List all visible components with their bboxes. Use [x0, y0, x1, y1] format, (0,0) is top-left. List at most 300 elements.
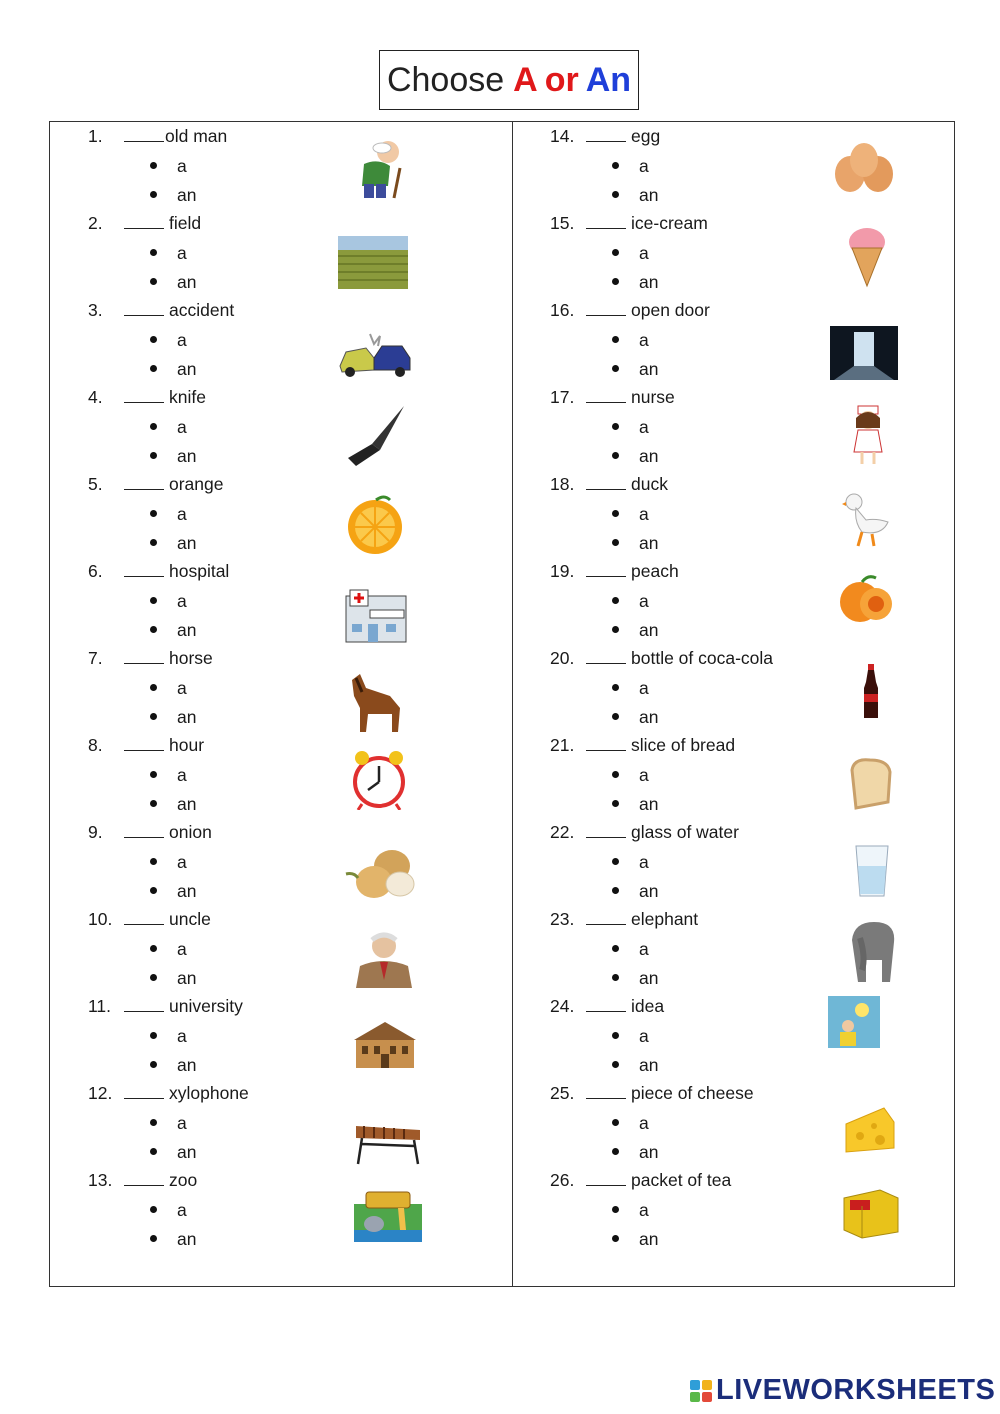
title-or: or — [544, 60, 579, 99]
answer-blank[interactable] — [586, 823, 626, 838]
bullet-icon — [150, 771, 157, 778]
bullet-icon — [150, 713, 157, 720]
option-an[interactable] — [150, 707, 196, 728]
option-label: an — [177, 1055, 197, 1075]
question-number: 8. — [88, 735, 103, 755]
option-label: a — [177, 765, 187, 785]
option-label: a — [177, 504, 187, 524]
question-text: field — [169, 213, 202, 233]
question-text: slice of bread — [631, 735, 736, 755]
bullet-icon — [612, 1032, 619, 1039]
idea-icon — [828, 996, 880, 1048]
option-an[interactable] — [612, 446, 658, 467]
option-a[interactable] — [612, 330, 649, 351]
option-a[interactable] — [612, 765, 649, 786]
option-label: an — [639, 272, 659, 292]
bullet-icon — [612, 191, 619, 198]
option-an[interactable] — [150, 1229, 196, 1250]
answer-blank[interactable] — [124, 301, 164, 316]
question-line — [88, 561, 229, 582]
question-item — [550, 383, 990, 470]
bullet-icon — [150, 1235, 157, 1242]
option-label: an — [177, 359, 197, 379]
orange-icon — [346, 494, 404, 556]
option-a[interactable] — [150, 156, 187, 177]
bullet-icon — [612, 423, 619, 430]
open-door-icon — [830, 326, 898, 380]
peach-icon — [838, 574, 894, 626]
option-label: an — [639, 881, 659, 901]
question-text: accident — [169, 300, 235, 320]
field-icon — [338, 236, 408, 289]
question-number: 14. — [550, 126, 575, 146]
question-item — [88, 731, 528, 818]
answer-blank[interactable] — [586, 649, 626, 664]
question-item — [550, 905, 990, 992]
question-text: university — [169, 996, 243, 1016]
question-line — [88, 909, 211, 930]
bullet-icon — [150, 423, 157, 430]
answer-blank[interactable] — [124, 910, 164, 925]
option-an[interactable] — [150, 185, 196, 206]
option-label: a — [639, 417, 649, 437]
worksheet-title — [379, 50, 639, 110]
eggs-icon — [830, 138, 898, 194]
bullet-icon — [612, 800, 619, 807]
question-number: 23. — [550, 909, 575, 929]
question-text: egg — [631, 126, 661, 146]
option-label: an — [177, 707, 197, 727]
answer-blank[interactable] — [586, 1084, 626, 1099]
question-item — [550, 209, 990, 296]
option-label: an — [177, 272, 197, 292]
option-an[interactable] — [150, 446, 196, 467]
question-number: 6. — [88, 561, 103, 581]
question-line — [550, 648, 773, 669]
hospital-icon — [344, 588, 408, 644]
option-label: a — [639, 1200, 649, 1220]
bullet-icon — [612, 452, 619, 459]
option-label: a — [639, 765, 649, 785]
question-line — [88, 474, 224, 495]
option-a[interactable] — [612, 939, 649, 960]
cheese-icon — [844, 1104, 896, 1156]
option-label: a — [639, 1026, 649, 1046]
option-label: a — [177, 591, 187, 611]
question-number: 20. — [550, 648, 575, 668]
option-an[interactable] — [612, 1229, 658, 1250]
question-text: old man — [165, 126, 228, 146]
option-label: an — [639, 794, 659, 814]
option-an[interactable] — [612, 707, 658, 728]
question-number: 5. — [88, 474, 103, 494]
question-item — [550, 470, 990, 557]
question-line — [550, 213, 708, 234]
question-item — [88, 1079, 528, 1166]
option-label: an — [639, 185, 659, 205]
question-text: glass of water — [631, 822, 739, 842]
duck-icon — [842, 492, 890, 548]
option-label: a — [177, 1113, 187, 1133]
question-line — [88, 996, 243, 1017]
question-item — [550, 992, 990, 1079]
option-label: an — [177, 446, 197, 466]
bullet-icon — [150, 162, 157, 169]
option-a[interactable] — [150, 1026, 187, 1047]
option-a[interactable] — [612, 504, 649, 525]
option-a[interactable] — [612, 1026, 649, 1047]
bullet-icon — [612, 771, 619, 778]
title-an: An — [585, 60, 632, 99]
question-number: 26. — [550, 1170, 575, 1190]
question-text: idea — [631, 996, 665, 1016]
option-label: a — [177, 852, 187, 872]
question-item — [550, 644, 990, 731]
question-text: uncle — [169, 909, 211, 929]
old-man-icon — [344, 140, 412, 200]
option-label: a — [177, 156, 187, 176]
option-label: an — [177, 1142, 197, 1162]
question-number: 3. — [88, 300, 103, 320]
question-line — [550, 561, 679, 582]
option-label: a — [177, 330, 187, 350]
bullet-icon — [612, 336, 619, 343]
option-a[interactable] — [150, 330, 187, 351]
option-an[interactable] — [612, 968, 658, 989]
question-text: open door — [631, 300, 710, 320]
question-item — [550, 731, 990, 818]
option-a[interactable] — [612, 678, 649, 699]
question-item — [550, 818, 990, 905]
bullet-icon — [612, 1148, 619, 1155]
question-text: ice-cream — [631, 213, 708, 233]
option-a[interactable] — [612, 1113, 649, 1134]
option-label: an — [177, 794, 197, 814]
option-an[interactable] — [612, 1142, 658, 1163]
zoo-icon — [352, 1190, 424, 1244]
option-label: an — [177, 620, 197, 640]
question-number: 21. — [550, 735, 575, 755]
option-label: an — [639, 1055, 659, 1075]
option-label: an — [639, 446, 659, 466]
option-a[interactable] — [150, 939, 187, 960]
option-an[interactable] — [150, 620, 196, 641]
question-item — [88, 557, 528, 644]
knife-icon — [344, 404, 406, 468]
question-item — [88, 383, 528, 470]
liveworksheets-brand — [690, 1374, 995, 1407]
question-number: 25. — [550, 1083, 575, 1103]
question-item — [88, 992, 528, 1079]
bullet-icon — [150, 1032, 157, 1039]
option-label: an — [177, 533, 197, 553]
option-label: a — [639, 243, 649, 263]
option-a[interactable] — [612, 591, 649, 612]
bullet-icon — [612, 1061, 619, 1068]
question-number: 12. — [88, 1083, 113, 1103]
bullet-icon — [612, 945, 619, 952]
liveworksheets-logo-icon — [690, 1380, 712, 1402]
question-text: piece of cheese — [631, 1083, 754, 1103]
university-icon — [352, 1018, 418, 1070]
bullet-icon — [612, 249, 619, 256]
bullet-icon — [150, 365, 157, 372]
option-label: a — [639, 330, 649, 350]
option-a[interactable] — [150, 591, 187, 612]
question-line — [550, 474, 668, 495]
option-an[interactable] — [612, 881, 658, 902]
question-line — [88, 648, 213, 669]
bullet-icon — [612, 626, 619, 633]
nurse-icon — [848, 404, 888, 466]
option-label: a — [177, 243, 187, 263]
option-a[interactable] — [612, 1200, 649, 1221]
question-item — [88, 644, 528, 731]
bullet-icon — [612, 1235, 619, 1242]
option-an[interactable] — [150, 794, 196, 815]
question-text: hour — [169, 735, 205, 755]
answer-blank[interactable] — [124, 823, 164, 838]
question-number: 15. — [550, 213, 575, 233]
question-item — [88, 209, 528, 296]
bullet-icon — [150, 945, 157, 952]
answer-blank[interactable] — [586, 214, 626, 229]
option-a[interactable] — [612, 243, 649, 264]
answer-blank[interactable] — [586, 910, 626, 925]
ice-cream-icon — [846, 226, 888, 288]
bullet-icon — [150, 1061, 157, 1068]
bullet-icon — [150, 974, 157, 981]
answer-blank[interactable] — [586, 1171, 626, 1186]
question-line — [550, 735, 735, 756]
option-label: a — [177, 1200, 187, 1220]
question-text: duck — [631, 474, 668, 494]
bullet-icon — [612, 1119, 619, 1126]
answer-blank[interactable] — [124, 214, 164, 229]
question-text: nurse — [631, 387, 675, 407]
question-number: 9. — [88, 822, 103, 842]
answer-blank[interactable] — [124, 1171, 164, 1186]
answer-blank[interactable] — [124, 736, 164, 751]
question-text: elephant — [631, 909, 699, 929]
answer-blank[interactable] — [586, 301, 626, 316]
answer-blank[interactable] — [124, 127, 164, 142]
bullet-icon — [612, 365, 619, 372]
question-number: 18. — [550, 474, 575, 494]
question-line — [550, 126, 660, 147]
horse-icon — [346, 672, 406, 734]
answer-blank[interactable] — [124, 475, 164, 490]
bullet-icon — [150, 452, 157, 459]
option-label: a — [177, 678, 187, 698]
question-line — [550, 300, 710, 321]
option-an[interactable] — [150, 1142, 196, 1163]
question-text: horse — [169, 648, 213, 668]
option-label: a — [639, 1113, 649, 1133]
option-an[interactable] — [612, 359, 658, 380]
question-line — [88, 387, 206, 408]
question-text: orange — [169, 474, 224, 494]
option-label: an — [177, 968, 197, 988]
question-item — [88, 1166, 528, 1253]
question-line — [88, 1083, 249, 1104]
question-line — [88, 300, 234, 321]
bullet-icon — [150, 278, 157, 285]
option-a[interactable] — [150, 504, 187, 525]
answer-blank[interactable] — [124, 1084, 164, 1099]
question-number: 4. — [88, 387, 103, 407]
title-a: A — [513, 60, 538, 99]
option-label: a — [639, 156, 649, 176]
question-number: 24. — [550, 996, 575, 1016]
option-a[interactable] — [150, 1200, 187, 1221]
question-text: peach — [631, 561, 679, 581]
bullet-icon — [150, 684, 157, 691]
option-label: a — [639, 678, 649, 698]
alarm-clock-icon — [350, 750, 408, 810]
option-label: a — [177, 417, 187, 437]
option-label: an — [177, 1229, 197, 1249]
option-label: an — [639, 620, 659, 640]
option-an[interactable] — [150, 359, 196, 380]
brand-text: LIVEWORKSHEETS — [716, 1374, 996, 1406]
question-item — [88, 296, 528, 383]
question-line — [550, 1170, 731, 1191]
option-an[interactable] — [150, 1055, 196, 1076]
answer-blank[interactable] — [586, 388, 626, 403]
option-label: an — [639, 533, 659, 553]
question-item — [550, 122, 990, 209]
option-a[interactable] — [150, 765, 187, 786]
bullet-icon — [150, 336, 157, 343]
option-a[interactable] — [150, 417, 187, 438]
question-line — [88, 1170, 197, 1191]
question-line — [88, 213, 201, 234]
option-an[interactable] — [612, 620, 658, 641]
option-a[interactable] — [150, 1113, 187, 1134]
answer-blank[interactable] — [586, 997, 626, 1012]
question-line — [88, 822, 212, 843]
option-an[interactable] — [150, 272, 196, 293]
option-a[interactable] — [612, 417, 649, 438]
question-text: knife — [169, 387, 206, 407]
question-item — [550, 296, 990, 383]
bullet-icon — [150, 800, 157, 807]
question-item — [88, 905, 528, 992]
bullet-icon — [150, 1119, 157, 1126]
option-label: an — [639, 1229, 659, 1249]
bullet-icon — [612, 713, 619, 720]
bullet-icon — [612, 539, 619, 546]
bullet-icon — [150, 539, 157, 546]
question-text: hospital — [169, 561, 230, 581]
question-text: bottle of coca-cola — [631, 648, 774, 668]
bullet-icon — [612, 974, 619, 981]
option-a[interactable] — [612, 852, 649, 873]
answer-blank[interactable] — [124, 997, 164, 1012]
question-number: 13. — [88, 1170, 113, 1190]
option-an[interactable] — [612, 794, 658, 815]
answer-blank[interactable] — [586, 127, 626, 142]
xylophone-icon — [352, 1114, 424, 1166]
option-an[interactable] — [150, 533, 196, 554]
bullet-icon — [150, 249, 157, 256]
option-label: a — [639, 939, 649, 959]
question-line — [88, 126, 227, 147]
answer-blank[interactable] — [124, 388, 164, 403]
option-label: a — [639, 591, 649, 611]
tea-packet-icon — [840, 1186, 900, 1240]
title-word: Choose — [386, 60, 505, 99]
question-item — [88, 818, 528, 905]
question-item — [88, 122, 528, 209]
bullet-icon — [150, 887, 157, 894]
bullet-icon — [150, 858, 157, 865]
option-a[interactable] — [150, 243, 187, 264]
cola-bottle-icon — [860, 664, 882, 720]
question-line — [550, 996, 664, 1017]
option-label: a — [177, 1026, 187, 1046]
question-item — [550, 557, 990, 644]
elephant-icon — [844, 918, 900, 984]
uncle-icon — [350, 930, 418, 988]
question-number: 22. — [550, 822, 575, 842]
option-an[interactable] — [612, 533, 658, 554]
bullet-icon — [150, 626, 157, 633]
bullet-icon — [612, 887, 619, 894]
option-a[interactable] — [150, 852, 187, 873]
option-label: an — [639, 968, 659, 988]
question-line — [550, 909, 698, 930]
question-item — [550, 1079, 990, 1166]
question-text: xylophone — [169, 1083, 249, 1103]
answer-blank[interactable] — [586, 475, 626, 490]
bullet-icon — [612, 1206, 619, 1213]
option-label: a — [639, 504, 649, 524]
bullet-icon — [612, 858, 619, 865]
onion-icon — [344, 844, 418, 900]
answer-blank[interactable] — [124, 562, 164, 577]
question-number: 1. — [88, 126, 103, 146]
car-accident-icon — [336, 328, 414, 380]
option-label: an — [639, 1142, 659, 1162]
water-glass-icon — [852, 844, 892, 898]
question-line — [550, 387, 675, 408]
bullet-icon — [150, 597, 157, 604]
question-line — [550, 1083, 754, 1104]
question-item — [88, 470, 528, 557]
option-a[interactable] — [150, 678, 187, 699]
question-number: 16. — [550, 300, 575, 320]
option-label: an — [639, 359, 659, 379]
question-number: 11. — [88, 996, 112, 1016]
option-a[interactable] — [612, 156, 649, 177]
question-text: zoo — [169, 1170, 198, 1190]
answer-blank[interactable] — [586, 736, 626, 751]
option-an[interactable] — [150, 968, 196, 989]
option-an[interactable] — [612, 272, 658, 293]
bullet-icon — [150, 510, 157, 517]
bullet-icon — [150, 1148, 157, 1155]
bread-slice-icon — [846, 756, 896, 810]
answer-blank[interactable] — [586, 562, 626, 577]
option-an[interactable] — [612, 1055, 658, 1076]
option-an[interactable] — [612, 185, 658, 206]
question-line — [88, 735, 204, 756]
bullet-icon — [150, 1206, 157, 1213]
answer-blank[interactable] — [124, 649, 164, 664]
option-an[interactable] — [150, 881, 196, 902]
